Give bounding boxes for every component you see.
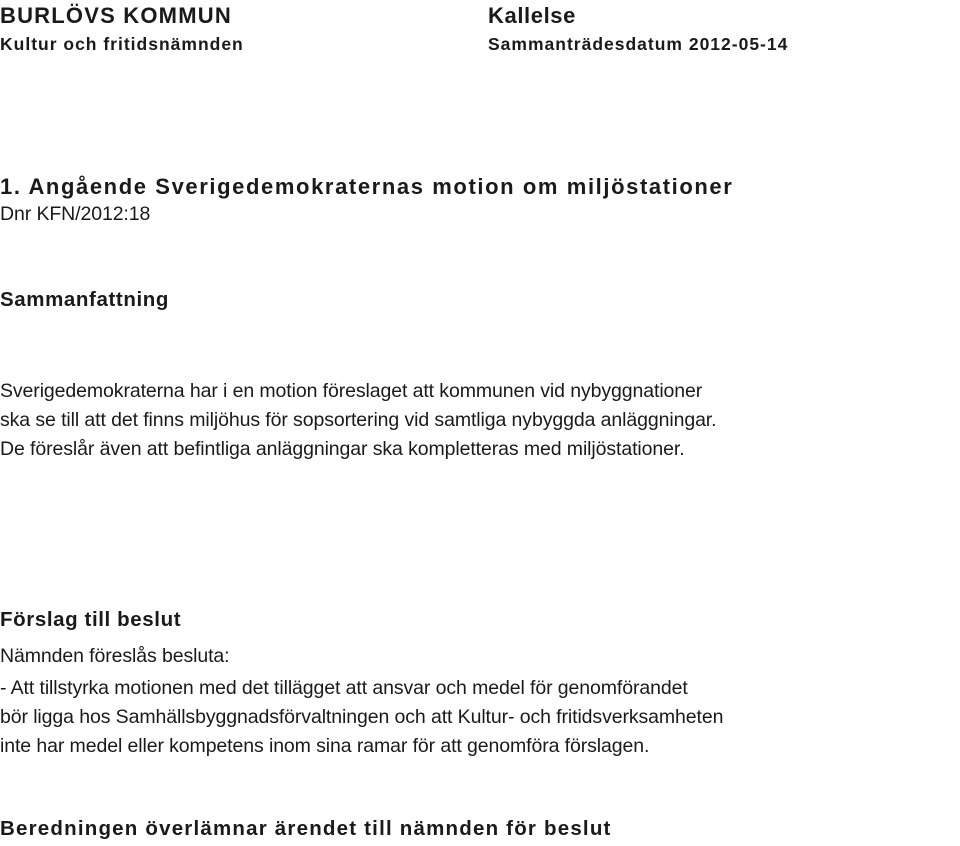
agenda-item-title: 1. Angående Sverigedemokraternas motion om miljöstationer [0,174,734,199]
proposal-line: - Att tillstyrka motionen med det tillägget att ansvar och medel för genomförandet [0,677,688,699]
summary-heading: Sammanfattning [0,288,169,311]
summary-line: Sverigedemokraterna har i en motion föreslaget att kommunen vid nybyggnationer [0,380,703,402]
proposal-intro: Nämnden föreslås besluta: [0,645,230,667]
proposal-heading: Förslag till beslut [0,608,182,631]
committee-name: Kultur och fritidsnämnden [0,34,244,54]
summary-paragraph [0,377,716,464]
meeting-date: Sammanträdesdatum 2012-05-14 [488,34,789,54]
proposal-paragraph [0,674,723,761]
proposal-line: bör ligga hos Samhällsbyggnadsförvaltningen och att Kultur- och fritidsverksamheten [0,706,724,728]
summary-line: De föreslår även att befintliga anläggningar ska kompletteras med miljöstationer. [0,438,685,460]
proposal-line: inte har medel eller kompetens inom sina ramar för att genomföra förslagen. [0,735,650,757]
document-type: Kallelse [488,3,576,28]
diary-number: Dnr KFN/2012:18 [0,203,151,225]
referral-statement: Beredningen överlämnar ärendet till nämnden för beslut [0,817,612,840]
organization-name: BURLÖVS KOMMUN [0,3,232,28]
summary-line: ska se till att det finns miljöhus för sopsortering vid samtliga nybyggda anläggningar. [0,409,717,431]
